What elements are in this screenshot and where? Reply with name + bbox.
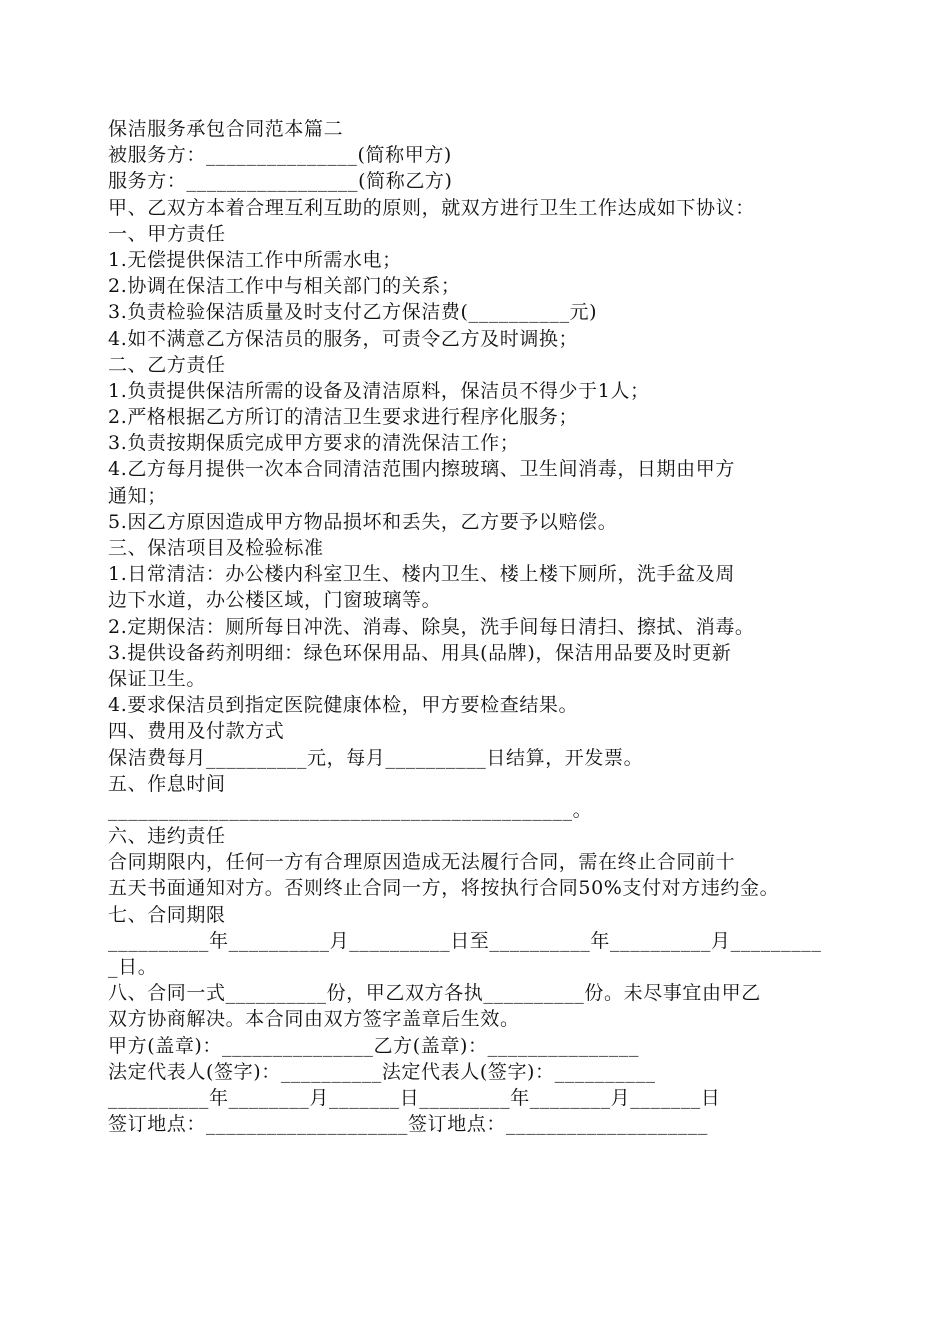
text-line: 3.提供设备药剂明细：绿色环保用品、用具(品牌)，保洁用品要及时更新 [108, 641, 732, 664]
text-line: 4.乙方每月提供一次本合同清洁范围内擦玻璃、卫生间消毒，日期由甲方 [108, 458, 735, 481]
text-line: 六、违约责任 [108, 825, 226, 848]
text-line: 五、作息时间 [108, 772, 226, 795]
text-line: _日。 [108, 956, 158, 978]
text-line: 保洁服务承包合同范本篇二 [108, 118, 344, 140]
text-line: 四、费用及付款方式 [108, 720, 285, 743]
text-line: 4.如不满意乙方保洁员的服务，可责令乙方及时调换； [108, 327, 579, 350]
text-line: 2.定期保洁：厕所每日冲洗、消毒、除臭，洗手间每日清扫、擦拭、消毒。 [108, 615, 755, 638]
text-line: 五天书面通知对方。否则终止合同一方，将按执行合同50%支付对方违约金。 [108, 877, 780, 900]
text-line: 1.无偿提供保洁工作中所需水电； [108, 248, 402, 271]
text-line: 通知； [108, 484, 167, 507]
text-line: 3.负责按期保质完成甲方要求的清洗保洁工作； [108, 432, 520, 455]
text-line: 签订地点：____________________签订地点：____________________ [108, 1113, 709, 1136]
text-line: ______________________________________________。 [108, 798, 593, 821]
text-line: 八、合同一式__________份，甲乙双方各执__________份。未尽事宜由甲乙 [108, 982, 761, 1005]
text-line: 2.协调在保洁工作中与相关部门的关系； [108, 275, 461, 298]
text-line: 法定代表人(签字)：__________法定代表人(签字)：__________ [108, 1060, 656, 1083]
text-line: __________年________月_______日_________年________月_______日 [108, 1086, 721, 1109]
text-line: 被服务方：_______________(简称甲方) [108, 144, 452, 167]
text-line: 三、保洁项目及检验标准 [108, 537, 324, 559]
text-line: 甲方(盖章)：_______________乙方(盖章)：_______________ [108, 1034, 640, 1057]
text-line: 合同期限内，任何一方有合理原因造成无法履行合同，需在终止合同前十 [108, 851, 736, 874]
text-line: 保洁费每月__________元，每月__________日结算，开发票。 [108, 746, 644, 769]
text-line: 边下水道，办公楼区域，门窗玻璃等。 [108, 589, 442, 612]
text-line: 七、合同期限 [108, 903, 226, 926]
text-line: 服务方：_________________(简称乙方) [108, 170, 453, 193]
text-line: 甲、乙双方本着合理互利互助的原则，就双方进行卫生工作达成如下协议： [108, 196, 755, 219]
text-line: 一、甲方责任 [108, 222, 226, 245]
text-line: 5.因乙方原因造成甲方物品损坏和丢失，乙方要予以赔偿。 [108, 510, 618, 533]
text-line: 3.负责检验保洁质量及时支付乙方保洁费(__________元) [108, 301, 598, 324]
text-line: 1.负责提供保洁所需的设备及清洁原料，保洁员不得少于1人； [108, 379, 650, 402]
contract-text [108, 116, 843, 1137]
text-line: 2.严格根据乙方所订的清洁卫生要求进行程序化服务； [108, 406, 579, 429]
text-line: 双方协商解决。本合同由双方签字盖章后生效。 [108, 1008, 520, 1031]
text-line: 1.日常清洁：办公楼内科室卫生、楼内卫生、楼上楼下厕所，洗手盆及周 [108, 563, 735, 586]
text-line: 二、乙方责任 [108, 353, 226, 376]
text-line: 4.要求保洁员到指定医院健康体检，甲方要检查结果。 [108, 694, 579, 717]
text-line: 保证卫生。 [108, 667, 207, 690]
text-line: __________年__________月__________日至__________年__________月_________ [108, 929, 822, 952]
